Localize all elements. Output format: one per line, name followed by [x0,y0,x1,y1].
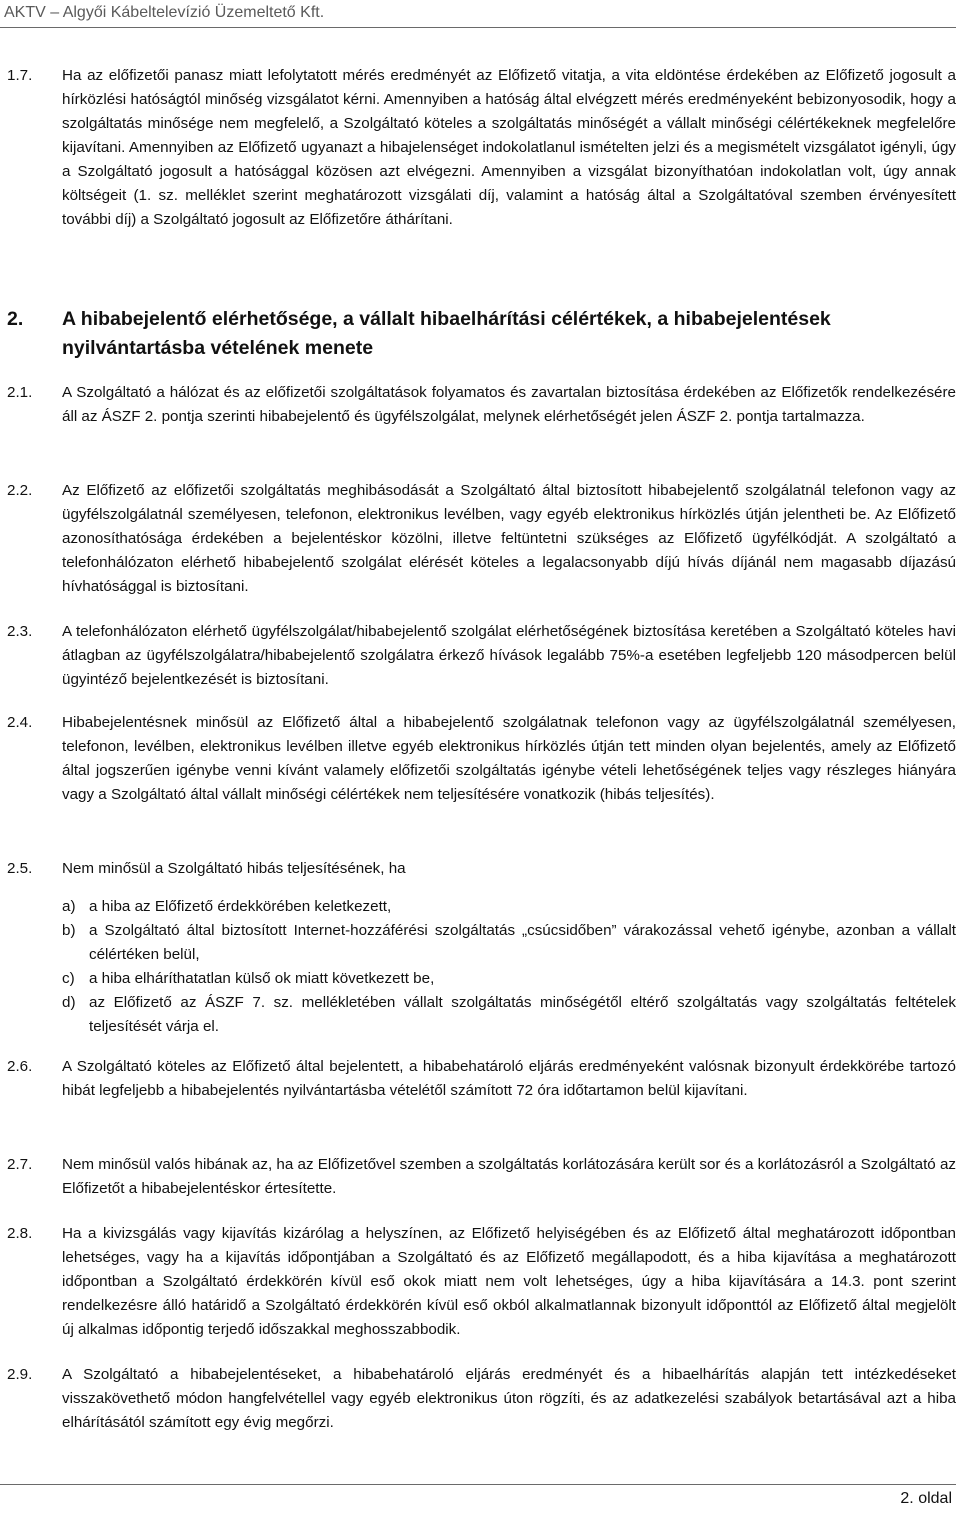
clause-number: 2.1. [7,384,33,401]
clause-2-4 [0,711,956,807]
clause-body [62,857,956,1039]
section-title: A hibabejelentő elérhetősége, a vállalt hibaelhárítási célértékek, a hibabejelentések nyilvántartásba vételének menete [62,308,831,359]
list-item [62,991,956,1039]
list-item [62,919,956,967]
clause-number: 1.7. [7,67,33,84]
exception-list [62,895,956,1039]
clause-number: 2.3. [7,623,33,640]
clause-number: 2.9. [7,1366,33,1383]
clause-number: 2.8. [7,1225,33,1242]
list-text: a Szolgáltató által biztosított Internet-hozzáférési szolgáltatás „csúcsidőben” várakozással vehető igénybe, azonban a vállalt célértéken belül, [89,922,956,963]
header-title: AKTV – Algyői Kábeltelevízió Üzemeltető Kft. [4,4,325,21]
list-item [62,967,956,991]
page-number: 2. oldal [900,1490,952,1507]
clause-text: A Szolgáltató a hibabejelentéseket, a hibabehatároló eljárás eredményét és a hibaelhárítás alapján tett intézkedéseket visszakövethető módon hangfelvétellel vagy egyéb elektronikus úton rögzíti, és az adatkezelési szabályok betartásával azt a hiba elhárításától számított egy évig megőrzi. [62,1366,956,1431]
list-letter: d) [62,994,76,1011]
clause-2-5 [0,857,956,1039]
clause-2-8 [0,1222,956,1342]
header-rule [0,27,956,28]
section-2-heading [0,305,956,363]
list-item [62,895,956,919]
clause-text: Nem minősül valós hibának az, ha az Előfizetővel szemben a szolgáltatás korlátozására került sor és a korlátozásról a Szolgáltató az Előfizetőt a hibabejelentéskor értesítette. [62,1156,956,1197]
clause-text: Hibabejelentésnek minősül az Előfizető által a hibabejelentő szolgálatnak telefonon vagy az ügyfélszolgálatnál személyesen, telefonon, levélben, elektronikus levélben illetve egyéb elektronikus hírközlés útján tett minden olyan bejelentés, amely az Előfizető által jogszerűen igénybe venni kívánt valamely előfizetői szolgáltatás igénybe vételi lehetőségének teljes vagy részleges hiányára vagy a Szolgáltató által vállalt minőségi célértékek nem teljesítésére vonatkozik (hibás teljesítés). [62,714,956,803]
list-text: a hiba az Előfizető érdekkörében keletkezett, [89,898,392,915]
clause-2-1 [0,381,956,429]
clause-text: Ha a kivizsgálás vagy kijavítás kizárólag a helyszínen, az Előfizető helyiségében és az Előfizető által meghatározott időpontban lehetséges, vagy ha a kijavítás időpontjában a Szolgáltató és az Előfizető megállapodott, és a hiba kijavítása a meghatározott időpontban a Szolgáltató érdekkörén kívül eső okok miatt nem volt lehetséges, úgy a hiba kijavítására a 14.3. pont szerint rendelkezésre álló határidő a Szolgáltató érdekkörén kívül eső okból alkalmatlannak bizonyult időponttól az Előfizető által megjelölt új alkalmas időpontig terjedő időszakkal meghosszabbodik. [62,1225,956,1338]
clause-2-6 [0,1055,956,1103]
clause-number: 2.7. [7,1156,33,1173]
clause-number: 2.6. [7,1058,33,1075]
list-letter: c) [62,970,75,987]
list-text: az Előfizető az ÁSZF 7. sz. mellékletében vállalt szolgáltatás minőségétől eltérő szolgáltatás vagy szolgáltatás feltételek teljesítését várja el. [89,994,956,1035]
clause-number: 2.4. [7,714,33,731]
clause-2-9 [0,1363,956,1435]
clause-2-3 [0,620,956,692]
clause-2-7 [0,1153,956,1201]
clause-text: A telefonhálózaton elérhető ügyfélszolgálat/hibabejelentő szolgálat elérhetőségének biztosítása keretében a Szolgáltató köteles havi átlagban az ügyfélszolgálatra/hibabejelentő szolgálatra érkező hívások legalább 75%-a esetében legfeljebb 120 másodpercen belül ügyintéző bejelentkezését is biztosítani. [62,623,956,688]
clause-number: 2.5. [7,860,33,877]
clause-1-7 [0,64,956,232]
section-number: 2. [7,308,24,330]
clause-text: Az Előfizető az előfizetői szolgáltatás meghibásodását a Szolgáltató által biztosított hibabejelentő szolgálatnál telefonon vagy az ügyfélszolgálatnál személyesen, telefonon, elektronikus levélben, vagy egyéb elektronikus hírközlés útján jelentheti be. Az Előfizető azonosíthatósága érdekében a bejelentéskor közölni, illetve feltüntetni szükséges az Előfizető ügyfélkódját. A szolgáltató a telefonhálózaton elérhető hibabejelentő szolgálat elérését köteles a legalacsonyabb díjú hívás díjánál nem magasabb díjazású hívhatósággal is biztosítani. [62,482,956,595]
list-text: a hiba elháríthatatlan külső ok miatt következett be, [89,970,435,987]
clause-text: A Szolgáltató köteles az Előfizető által bejelentett, a hibabehatároló eljárás eredményeként valósnak bizonyult érdekkörébe tartozó hibát legfeljebb a hibabejelentés nyilvántartásba vételétől számított 72 óra időtartamon belül kijavítani. [62,1058,956,1099]
clause-text: A Szolgáltató a hálózat és az előfizetői szolgáltatások folyamatos és zavartalan biztosítása érdekében az Előfizetők rendelkezésére áll az ÁSZF 2. pontja szerinti hibabejelentő és ügyfélszolgálat, melynek elérhetőségét jelen ÁSZF 2. pontja tartalmazza. [62,384,956,425]
clause-text: Ha az előfizetői panasz miatt lefolytatott mérés eredményét az Előfizető vitatja, a vita eldöntése érdekében az Előfizető jogosult a hírközlési hatóságtól minőség vizsgálatot kérni. Amennyiben a hatóság által elvégzett mérés eredményeként bebizonyosodik, hogy a szolgáltatás minősége nem megfelelő, a Szolgáltató köteles a szolgáltatás minőségét a vállalt minőségi célértékeknek megfelelőre kijavítani. Amennyiben az Előfizető ugyanazt a hibajelenséget indokolatlanul ismételten jelzi és a megismételt vizsgálatot igényli, úgy a Szolgáltató jogosult a hatósággal közösen azt elvégezni. Amennyiben a vizsgálat bizonyíthatóan indokolatlan volt, úgy annak költségeit (1. sz. melléklet szerint meghatározott vizsgálati díj, valamint a hatóság által a Szolgáltatóval szemben érvényesített további díj) a Szolgáltató jogosult az Előfizetőre áthárítani. [62,67,956,228]
list-letter: b) [62,922,76,939]
footer-rule [0,1484,956,1485]
clause-number: 2.2. [7,482,33,499]
clause-text: Nem minősül a Szolgáltató hibás teljesítésének, ha [62,860,406,877]
clause-2-2 [0,479,956,599]
list-letter: a) [62,898,76,915]
